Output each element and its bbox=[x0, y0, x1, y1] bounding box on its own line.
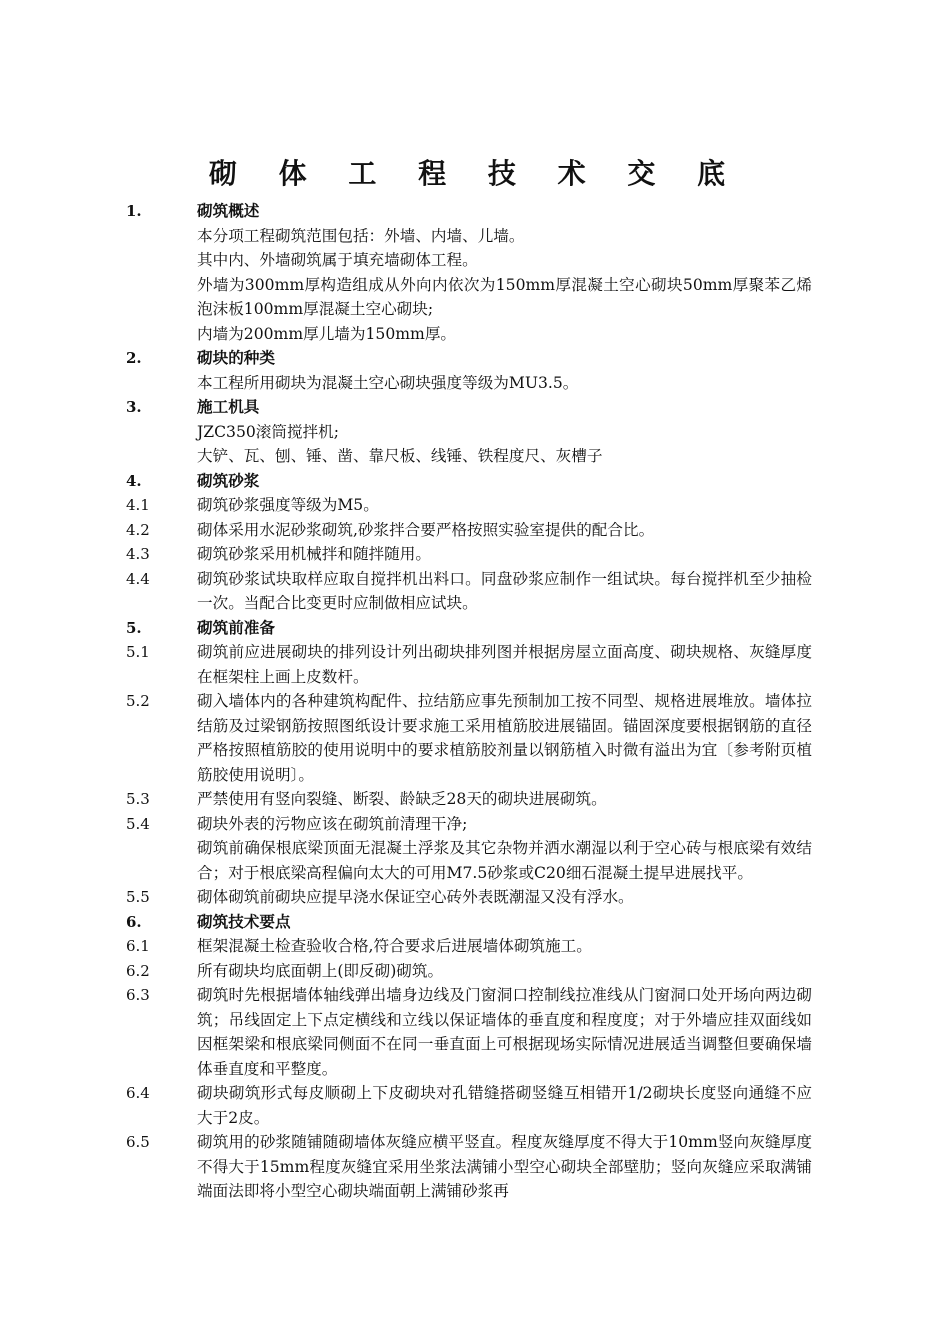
item-number: 6.1 bbox=[126, 937, 150, 955]
heading-text: 施工机具 bbox=[197, 397, 260, 416]
paragraph-text: 砌体采用水泥砂浆砌筑,砂浆拌合要严格按照实验室提供的配合比。 bbox=[197, 520, 655, 539]
paragraph bbox=[126, 787, 816, 812]
paragraph bbox=[126, 371, 816, 396]
paragraph bbox=[126, 934, 816, 959]
heading-text: 砌块的种类 bbox=[197, 348, 275, 367]
section-heading bbox=[126, 395, 816, 420]
paragraph bbox=[126, 322, 816, 347]
paragraph bbox=[126, 444, 816, 469]
item-number: 4. bbox=[126, 471, 142, 490]
paragraph-text: 大铲、瓦、刨、锤、凿、靠尺板、线锤、铁程度尺、灰槽子 bbox=[197, 447, 603, 465]
paragraph bbox=[126, 1130, 816, 1204]
paragraph bbox=[126, 273, 816, 322]
paragraph-text: 砌筑前应进展砌块的排列设计列出砌块排列图并根据房屋立面高度、砌块规格、灰缝厚度在框架柱上画上皮数杆。 bbox=[197, 643, 812, 686]
paragraph bbox=[126, 885, 816, 910]
paragraph-text: JZC350滚筒搅拌机; bbox=[197, 422, 340, 441]
document-body bbox=[126, 199, 816, 1204]
item-number: 6. bbox=[126, 912, 142, 931]
item-number: 2. bbox=[126, 349, 142, 367]
section-heading bbox=[126, 346, 816, 371]
paragraph-text: 砌块外表的污物应该在砌筑前清理干净; bbox=[197, 814, 468, 833]
item-number: 6.4 bbox=[126, 1084, 150, 1102]
paragraph bbox=[126, 640, 816, 689]
item-number: 4.4 bbox=[126, 569, 150, 588]
paragraph-text: 砌入墙体内的各种建筑构配件、拉结筋应事先预制加工按不同型、规格进展堆放。墙体拉结筋及过梁钢筋按照图纸设计要求施工采用植筋胶进展锚固。锚固深度要根据钢筋的直径严格按照植筋胶的使用说明中的要求植筋胶剂量以钢筋植入时微有溢出为宜〔参考附页植筋胶使用说明〕。 bbox=[197, 692, 812, 784]
item-number: 6.3 bbox=[126, 986, 150, 1004]
section-heading bbox=[126, 199, 816, 224]
paragraph bbox=[126, 689, 816, 787]
paragraph bbox=[126, 248, 816, 273]
paragraph-text: 本工程所用砌块为混凝土空心砌块强度等级为MU3.5。 bbox=[197, 373, 579, 392]
paragraph bbox=[126, 567, 816, 616]
paragraph-text: 砌筑砂浆强度等级为M5。 bbox=[197, 496, 379, 514]
heading-text: 砌筑技术要点 bbox=[197, 911, 291, 931]
item-number: 1. bbox=[126, 202, 142, 220]
paragraph bbox=[126, 983, 816, 1081]
paragraph-text: 严禁使用有竖向裂缝、断裂、龄缺乏28天的砌块进展砌筑。 bbox=[197, 790, 607, 808]
paragraph bbox=[126, 224, 816, 249]
paragraph-text: 砌体砌筑前砌块应提早浇水保证空心砖外表既潮湿又没有浮水。 bbox=[197, 888, 634, 906]
paragraph-text: 外墙为300mm厚构造组成从外向内依次为150mm厚混凝土空心砌块50mm厚聚苯乙烯泡沫板100mm厚混凝土空心砌块; bbox=[197, 275, 812, 318]
paragraph-text: 所有砌块均底面朝上(即反砌)砌筑。 bbox=[197, 961, 444, 980]
item-number: 3. bbox=[126, 398, 142, 416]
paragraph bbox=[126, 812, 816, 837]
section-heading bbox=[126, 616, 816, 641]
paragraph-text: 内墙为200mm厚儿墙为150mm厚。 bbox=[197, 324, 457, 343]
paragraph-text: 砌筑砂浆采用机械拌和随拌随用。 bbox=[197, 545, 431, 563]
paragraph bbox=[126, 836, 816, 885]
paragraph-text: 砌筑砂浆试块取样应取自搅拌机出料口。同盘砂浆应制作一组试块。每台搅拌机至少抽检一次。当配合比变更时应制做相应试块。 bbox=[197, 569, 812, 612]
heading-text: 砌筑概述 bbox=[197, 201, 260, 220]
item-number: 4.1 bbox=[126, 496, 150, 514]
paragraph-text: 砌筑用的砂浆随铺随砌墙体灰缝应横平竖直。程度灰缝厚度不得大于10mm竖向灰缝厚度不得大于15mm程度灰缝宜采用坐浆法满铺小型空心砌块全部壁肋；竖向灰缝应采取满铺端面法即将小型空心砌块端面朝上满铺砂浆再 bbox=[197, 1133, 812, 1200]
paragraph bbox=[126, 959, 816, 984]
section-heading bbox=[126, 469, 816, 494]
item-number: 6.5 bbox=[126, 1133, 150, 1151]
item-number: 5.4 bbox=[126, 814, 150, 833]
section-heading bbox=[126, 910, 816, 935]
paragraph bbox=[126, 1081, 816, 1130]
paragraph-text: 砌块砌筑形式每皮顺砌上下皮砌块对孔错缝搭砌竖缝互相错开1/2砌块长度竖向通缝不应大于2皮。 bbox=[197, 1084, 812, 1127]
item-number: 5. bbox=[126, 618, 142, 637]
item-number: 5.1 bbox=[126, 643, 150, 661]
paragraph bbox=[126, 518, 816, 543]
item-number: 5.2 bbox=[126, 692, 150, 710]
paragraph bbox=[126, 420, 816, 445]
paragraph-text: 砌筑时先根据墙体轴线弹出墙身边线及门窗洞口控制线拉准线从门窗洞口处开场向两边砌筑；吊线固定上下点定横线和立线以保证墙体的垂直度和程度度；对于外墙应挂双面线如因框架梁和根底梁同侧面不在同一垂直面上可根据现场实际情况进展适当调整但要确保墙体垂直度和平整度。 bbox=[197, 986, 812, 1078]
item-number: 4.2 bbox=[126, 520, 150, 539]
paragraph bbox=[126, 493, 816, 518]
paragraph-text: 砌筑前确保根底梁顶面无混凝土浮浆及其它杂物并洒水潮湿以利于空心砖与根底梁有效结合；对于根底梁高程偏向太大的可用M7.5砂浆或C20细石混凝土提早进展找平。 bbox=[197, 839, 812, 882]
paragraph-text: 其中内、外墙砌筑属于填充墙砌体工程。 bbox=[197, 251, 478, 269]
heading-text: 砌筑砂浆 bbox=[197, 470, 260, 490]
document-title: 砌 体 工 程 技 术 交 底 bbox=[208, 157, 742, 190]
paragraph bbox=[126, 542, 816, 567]
item-number: 6.2 bbox=[126, 961, 150, 980]
item-number: 4.3 bbox=[126, 545, 150, 563]
paragraph-text: 本分项工程砌筑范围包括：外墙、内墙、儿墙。 bbox=[197, 226, 525, 245]
heading-text: 砌筑前准备 bbox=[197, 617, 275, 637]
item-number: 5.3 bbox=[126, 790, 150, 808]
paragraph-text: 框架混凝土检查验收合格,符合要求后进展墙体砌筑施工。 bbox=[197, 937, 592, 955]
item-number: 5.5 bbox=[126, 888, 150, 906]
